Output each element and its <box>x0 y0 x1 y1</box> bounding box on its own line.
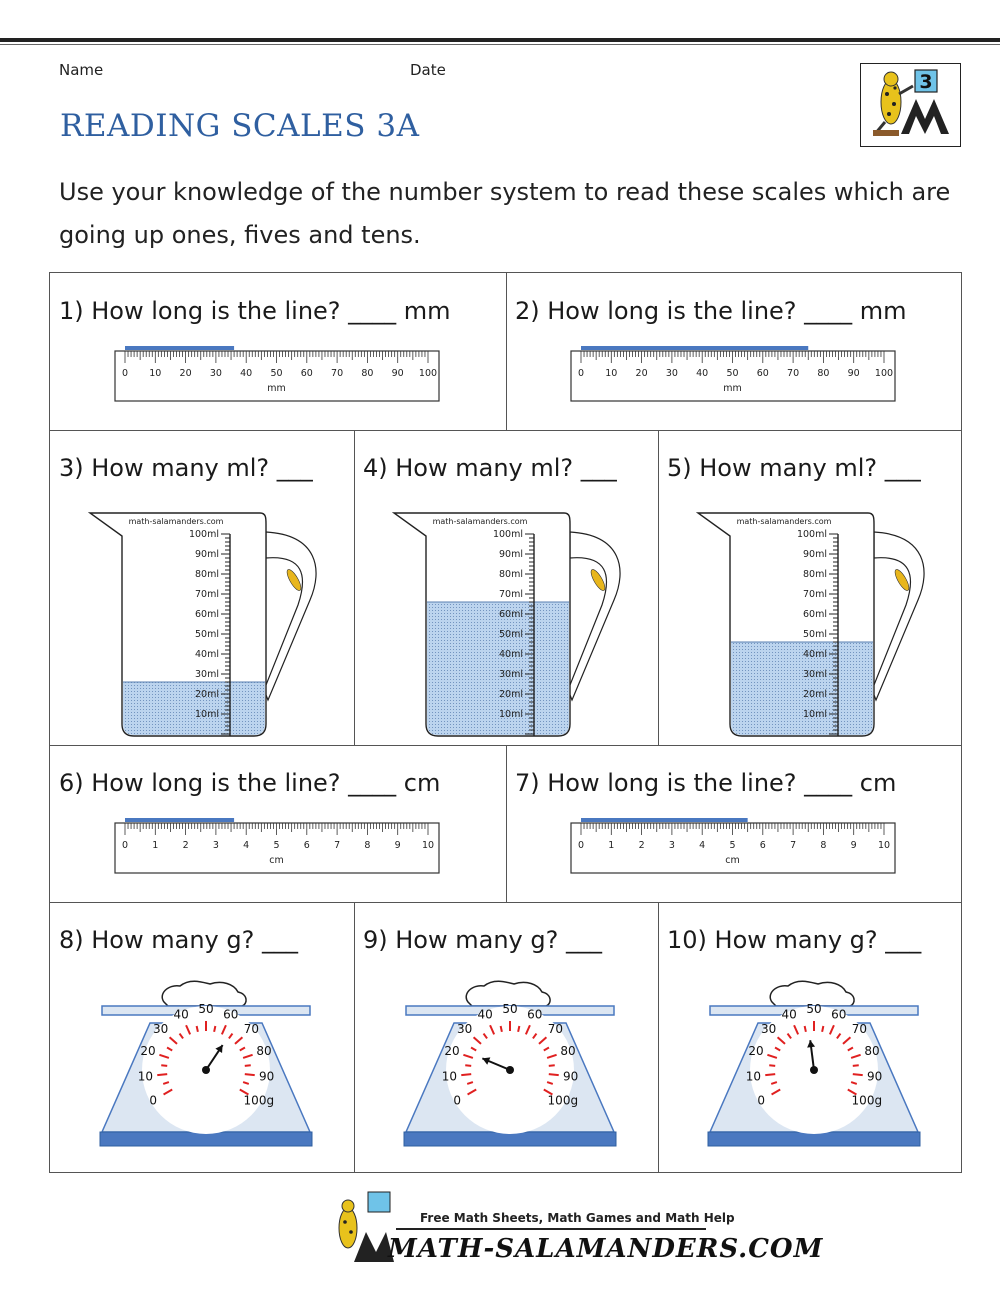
liquid <box>731 642 873 735</box>
question-5 <box>658 430 961 745</box>
ruler-tick-label: 5 <box>273 840 280 851</box>
jug-tick-label: 20ml <box>803 689 827 700</box>
ruler-tick-label: 8 <box>820 840 827 851</box>
jug-tick-label: 60ml <box>195 609 219 620</box>
ruler <box>570 817 900 877</box>
measuring-jug <box>696 510 926 746</box>
jug-tick-label: 40ml <box>803 649 827 660</box>
ruler <box>570 345 900 405</box>
question-text: 2) How long is the line? ____ mm <box>515 297 907 325</box>
dial-label: 70 <box>547 1022 563 1037</box>
dial-tick <box>822 1026 823 1032</box>
question-text: 6) How long is the line? ____ cm <box>59 769 441 797</box>
dial-tick <box>549 1074 559 1075</box>
dial-label: 20 <box>444 1044 460 1059</box>
ruler-tick-label: 10 <box>877 840 891 851</box>
dial-label: 10 <box>745 1069 761 1084</box>
ruler-tick-label: 0 <box>577 840 585 851</box>
dial-label: 20 <box>140 1044 156 1059</box>
dial-label: 0 <box>149 1093 157 1108</box>
measured-line <box>125 818 234 822</box>
question-3 <box>50 430 354 745</box>
kitchen-scale <box>402 974 618 1170</box>
dial-label: 40 <box>173 1007 189 1022</box>
kitchen-scale <box>706 974 922 1170</box>
jug-tick-label: 70ml <box>803 589 827 600</box>
dial-tick <box>214 1026 215 1032</box>
ruler-tick-label: 7 <box>334 840 341 851</box>
ruler-tick-label: 8 <box>364 840 371 851</box>
dial-label: 50 <box>198 1002 214 1016</box>
ruler-tick-label: 40 <box>696 368 709 379</box>
ruler-tick-label: 30 <box>665 368 678 379</box>
ruler-tick-label: 0 <box>577 368 585 379</box>
question-text: 4) How many ml? ___ <box>363 454 617 482</box>
ruler-tick-label: 3 <box>668 840 675 851</box>
measuring-jug <box>392 510 622 746</box>
salamander-logo <box>860 63 961 147</box>
jug-tick-label: 20ml <box>499 689 523 700</box>
ruler-tick-label: 6 <box>303 840 310 851</box>
jug-brand: math-salamanders.com <box>736 517 832 526</box>
liquid <box>427 602 569 735</box>
scale-base <box>100 1132 312 1146</box>
dial-tick <box>765 1074 775 1075</box>
dial-tick <box>853 1074 863 1075</box>
jug-tick-label: 10ml <box>803 709 827 720</box>
question-text: 1) How long is the line? ____ mm <box>59 297 451 325</box>
ruler-tick-label: 7 <box>790 840 797 851</box>
dial-tick <box>245 1074 255 1075</box>
ruler-tick-label: 60 <box>300 368 313 379</box>
kitchen-scale <box>98 974 314 1170</box>
jug-tick-label: 60ml <box>499 609 523 620</box>
jug-tick-label: 40ml <box>499 649 523 660</box>
question-10 <box>658 902 961 1172</box>
page-title: READING SCALES 3A <box>60 108 420 144</box>
jug-tick-label: 50ml <box>195 629 219 640</box>
ruler-tick-label: 3 <box>212 840 219 851</box>
dial-label: 30 <box>153 1022 169 1037</box>
ruler-tick-label: 30 <box>209 368 222 379</box>
jug-tick-label: 30ml <box>803 669 827 680</box>
dial-label: 80 <box>256 1044 272 1059</box>
dial-label: 80 <box>864 1044 880 1059</box>
ruler-tick-label: 6 <box>759 840 766 851</box>
dial-label: 60 <box>831 1007 847 1022</box>
jug-tick-label: 40ml <box>195 649 219 660</box>
ruler-tick-label: 70 <box>787 368 800 379</box>
dial-tick <box>197 1026 198 1032</box>
ruler-unit: cm <box>725 855 740 866</box>
ruler-tick-label: 100 <box>418 368 438 379</box>
dial-label: 40 <box>477 1007 493 1022</box>
ruler-unit: cm <box>269 855 284 866</box>
dial-hub <box>506 1066 514 1074</box>
top-rule <box>0 38 1000 42</box>
jug-tick-label: 80ml <box>195 569 219 580</box>
jug-tick-label: 50ml <box>803 629 827 640</box>
jug-tick-label: 10ml <box>499 709 523 720</box>
footer-brand: MATH-SALAMANDERS.COM <box>388 1234 824 1264</box>
dial-label: 60 <box>223 1007 239 1022</box>
measured-line <box>125 346 234 350</box>
jug-tick-label: 70ml <box>195 589 219 600</box>
ruler-tick-label: 5 <box>729 840 736 851</box>
dial-tick <box>465 1065 471 1066</box>
ruler-tick-label: 80 <box>361 368 374 379</box>
jug-tick-label: 100ml <box>492 529 523 540</box>
grade-badge: 3 <box>919 71 933 93</box>
jug-tick-label: 20ml <box>195 689 219 700</box>
dial-label: 90 <box>259 1069 275 1084</box>
measured-line <box>581 818 748 822</box>
jug-tick-label: 90ml <box>803 549 827 560</box>
ruler-tick-label: 90 <box>391 368 404 379</box>
measured-line <box>581 346 808 350</box>
question-grid <box>49 272 962 1173</box>
dial-tick <box>518 1026 519 1032</box>
ruler-tick-label: 80 <box>817 368 830 379</box>
top-rule-thin <box>0 44 1000 45</box>
ruler-tick-label: 10 <box>605 368 618 379</box>
jug-tick-label: 100ml <box>796 529 827 540</box>
ruler-tick-label: 20 <box>179 368 192 379</box>
dial-label: 90 <box>563 1069 579 1084</box>
question-7 <box>506 745 961 902</box>
question-1 <box>50 273 506 430</box>
ruler-tick-label: 60 <box>756 368 769 379</box>
jug-tick-label: 100ml <box>188 529 219 540</box>
ruler <box>114 345 444 405</box>
ruler-unit: mm <box>267 383 286 394</box>
dial-tick <box>769 1065 775 1066</box>
jug-tick-label: 70ml <box>499 589 523 600</box>
jug-tick-label: 30ml <box>499 669 523 680</box>
scale-base <box>404 1132 616 1146</box>
dial-label: 30 <box>457 1022 473 1037</box>
dial-label: 60 <box>527 1007 543 1022</box>
ruler-tick-label: 1 <box>608 840 615 851</box>
dial-label: 100g <box>851 1093 883 1108</box>
footer-tagline: Free Math Sheets, Math Games and Math Help <box>420 1211 735 1225</box>
liquid <box>123 682 265 735</box>
dial-label: 10 <box>441 1069 457 1084</box>
ruler-tick-label: 20 <box>635 368 648 379</box>
jug-tick-label: 10ml <box>195 709 219 720</box>
dial-hub <box>810 1066 818 1074</box>
dial-label: 70 <box>851 1022 867 1037</box>
instructions: Use your knowledge of the number system to read these scales which are going up ones, fives and tens. <box>59 178 951 249</box>
dial-label: 100g <box>243 1093 275 1108</box>
question-9 <box>354 902 658 1172</box>
dial-label: 50 <box>502 1002 518 1016</box>
jug-handle <box>872 532 924 700</box>
dial-tick <box>501 1026 502 1032</box>
dial-label: 70 <box>243 1022 259 1037</box>
dial-tick <box>161 1065 167 1066</box>
jug-handle <box>264 532 316 700</box>
ruler-tick-label: 4 <box>699 840 706 851</box>
ruler-tick-label: 10 <box>421 840 435 851</box>
question-text: 5) How many ml? ___ <box>667 454 921 482</box>
ruler-tick-label: 0 <box>121 840 129 851</box>
question-text: 10) How many g? ___ <box>667 926 922 954</box>
question-6 <box>50 745 506 902</box>
dial-label: 100g <box>547 1093 579 1108</box>
question-text: 9) How many g? ___ <box>363 926 602 954</box>
dial-tick <box>461 1074 471 1075</box>
ruler-tick-label: 9 <box>394 840 401 851</box>
dial-label: 90 <box>867 1069 883 1084</box>
dial-tick <box>805 1026 806 1032</box>
question-text: 7) How long is the line? ____ cm <box>515 769 897 797</box>
dial-label: 10 <box>137 1069 153 1084</box>
jug-tick-label: 80ml <box>803 569 827 580</box>
dial-label: 0 <box>757 1093 765 1108</box>
dial-label: 0 <box>453 1093 461 1108</box>
ruler-tick-label: 70 <box>331 368 344 379</box>
jug-brand: math-salamanders.com <box>432 517 528 526</box>
question-text: 3) How many ml? ___ <box>59 454 313 482</box>
jug-tick-label: 30ml <box>195 669 219 680</box>
ruler-tick-label: 50 <box>726 368 739 379</box>
dial-label: 20 <box>748 1044 764 1059</box>
dial-hub <box>202 1066 210 1074</box>
ruler-tick-label: 40 <box>240 368 253 379</box>
dial-tick <box>245 1065 251 1066</box>
footer-rule <box>396 1228 706 1230</box>
ruler-tick-label: 90 <box>847 368 860 379</box>
dial-label: 50 <box>806 1002 822 1016</box>
ruler-tick-label: 10 <box>149 368 162 379</box>
dial-tick <box>853 1065 859 1066</box>
question-2 <box>506 273 961 430</box>
footer-salamander-logo <box>326 1190 396 1270</box>
dial-label: 30 <box>761 1022 777 1037</box>
jug-tick-label: 90ml <box>195 549 219 560</box>
dial-tick <box>549 1065 555 1066</box>
jug-handle <box>568 532 620 700</box>
ruler-tick-label: 50 <box>270 368 283 379</box>
measuring-jug <box>88 510 318 746</box>
jug-tick-label: 60ml <box>803 609 827 620</box>
name-label: Name <box>59 61 104 79</box>
ruler-tick-label: 100 <box>874 368 894 379</box>
ruler-tick-label: 0 <box>121 368 129 379</box>
scale-base <box>708 1132 920 1146</box>
jug-tick-label: 90ml <box>499 549 523 560</box>
ruler-tick-label: 9 <box>850 840 857 851</box>
dial-label: 40 <box>781 1007 797 1022</box>
question-4 <box>354 430 658 745</box>
ruler <box>114 817 444 877</box>
dial-label: 80 <box>560 1044 576 1059</box>
ruler-tick-label: 2 <box>182 840 189 851</box>
jug-tick-label: 80ml <box>499 569 523 580</box>
ruler-tick-label: 1 <box>152 840 159 851</box>
dial-tick <box>157 1074 167 1075</box>
ruler-tick-label: 4 <box>243 840 250 851</box>
ruler-tick-label: 2 <box>638 840 645 851</box>
question-text: 8) How many g? ___ <box>59 926 298 954</box>
jug-brand: math-salamanders.com <box>128 517 224 526</box>
jug-tick-label: 50ml <box>499 629 523 640</box>
ruler-unit: mm <box>723 383 742 394</box>
date-label: Date <box>410 61 446 79</box>
question-8 <box>50 902 354 1172</box>
